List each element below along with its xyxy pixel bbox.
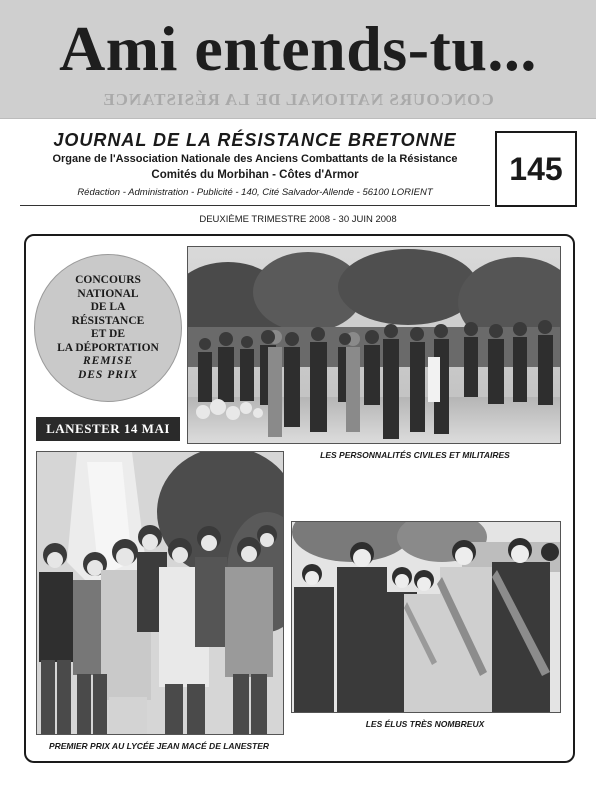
issue-number-box [495, 131, 577, 207]
seal-line: DE LA [90, 301, 126, 313]
organization-line: Organe de l'Association Nationale des Anciens Combattants de la Résistance [52, 153, 458, 165]
date-line: DEUXIÈME TRIMESTRE 2008 - 30 JUIN 2008 [199, 214, 397, 225]
journal-title: JOURNAL DE LA RÉSISTANCE BRETONNE [53, 130, 457, 150]
seal-line: LA DÉPORTATION [57, 341, 159, 354]
committees-line: Comités du Morbihan - Côtes d'Armor [151, 169, 359, 181]
event-label: LANESTER 14 MAI [46, 421, 170, 436]
event-label-bar [36, 417, 180, 441]
photo-elected [291, 521, 561, 713]
officials-photo-image [188, 247, 560, 443]
seal-line: REMISE [82, 355, 134, 367]
seal-line: ET DE [91, 328, 125, 340]
photo-officials [187, 246, 561, 444]
photo-students [36, 451, 284, 735]
header-divider [20, 205, 490, 206]
students-photo-image [37, 452, 283, 734]
seal-line: NATIONAL [77, 287, 139, 300]
address-line: Rédaction - Administration - Publicité - 140, Cité Salvador-Allende - 56100 LORIENT [77, 187, 433, 198]
caption-elected: LES ÉLUS TRÈS NOMBREUX [365, 719, 485, 729]
caption-officials: LES PERSONNALITÉS CIVILES ET MILITAIRES [320, 450, 510, 460]
masthead-banner [0, 0, 596, 119]
caption-students: PREMIER PRIX AU LYCÉE JEAN MACÉ DE LANESTER [48, 741, 270, 751]
mirrored-show-through-text: CONCOURS NATIONAL DE LA RÉSISTANCE [102, 90, 494, 109]
issue-number: 145 [509, 150, 563, 187]
seal-line: RÉSISTANCE [71, 314, 145, 327]
newspaper-title: Ami entends-tu... [59, 13, 537, 84]
seal-line: CONCOURS [75, 274, 141, 286]
contest-seal [34, 254, 182, 402]
elected-photo-image [292, 522, 560, 712]
seal-line: DES PRIX [77, 368, 139, 381]
